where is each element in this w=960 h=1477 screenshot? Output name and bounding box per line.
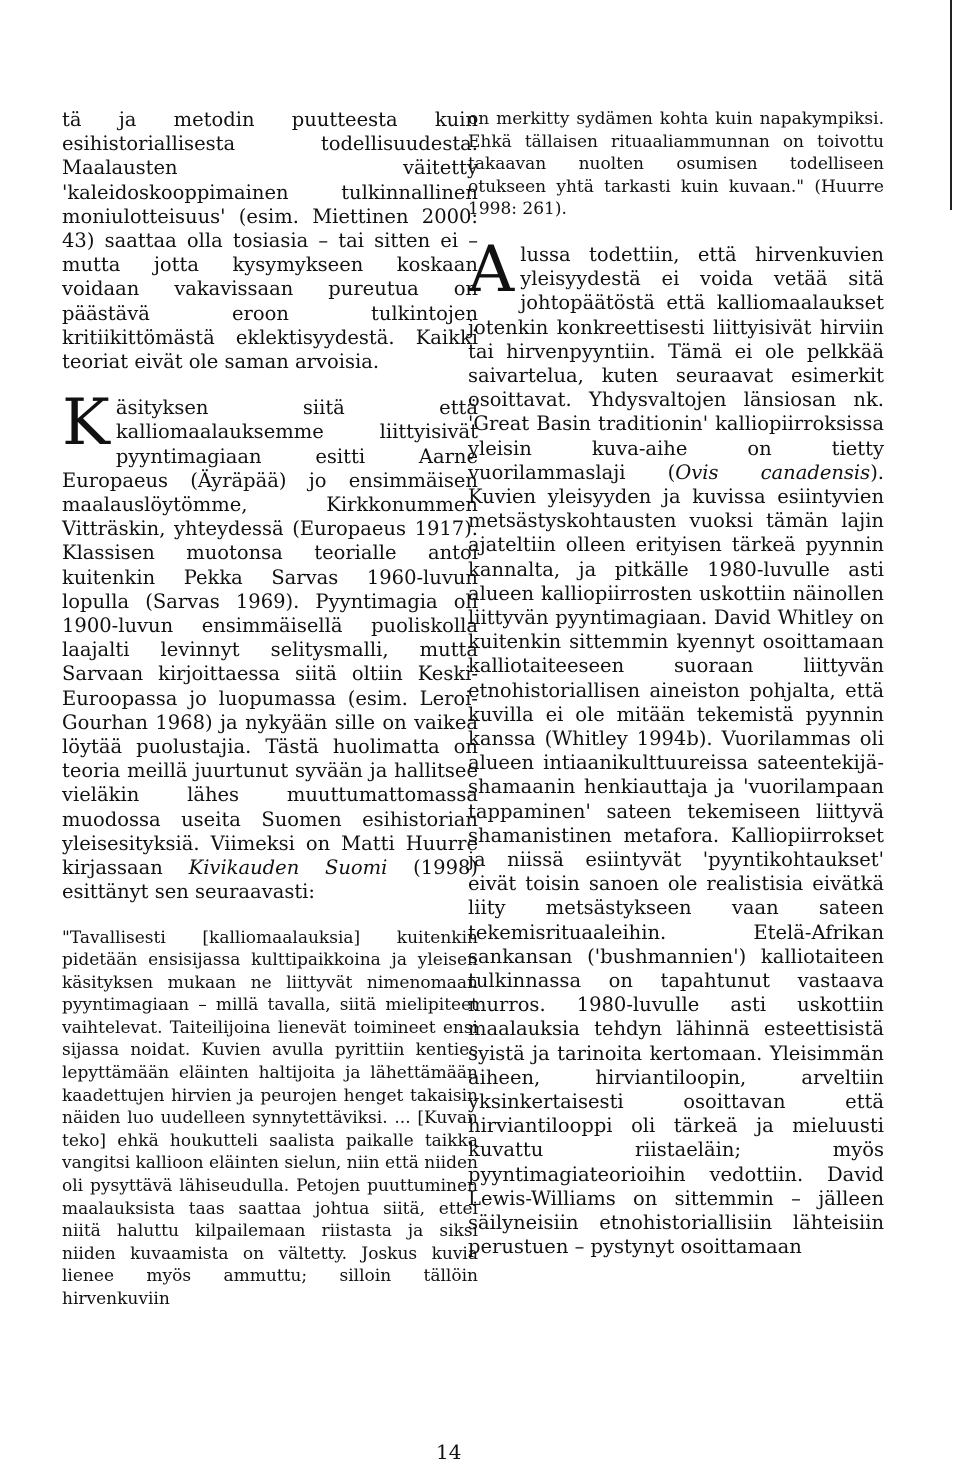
drop-cap-k: K: [62, 386, 110, 461]
paragraph-2-text-b: (1998) esittänyt sen seuraavasti:: [62, 856, 478, 904]
left-column: [62, 108, 478, 1311]
block-quote-continued: on merkitty sydämen kohta kuin napakympiksi. Ehkä tällaisen rituaaliammunnan on toivottu takaavan nuolten osumisen todelliseen otukseen yhtä tarkasti kuin kuvaan." (Huurre 1998: 261).: [468, 109, 884, 220]
paragraph-2: [62, 386, 478, 904]
margin-scan-mark: [950, 0, 952, 210]
paragraph-1: tä ja metodin puutteesta kuin esihistoriallisesta todellisuudesta. Maalausten väitetty 'kaleidoskooppimainen tulkinnallinen moniulotteisuus' (esim. Miettinen 2000: 43) saattaa olla tosiasia – tai sitten ei – mutta jotta kysymykseen koskaan voidaan vakavissaan pureutua on päästävä eroon tulkintojen kritiikittömästä eklektisyydestä. Kaikki teoriat eivät ole saman arvoisia.: [62, 108, 478, 374]
paragraph-2-text-a: äsityksen siitä että kalliomaalauksemme liittyisivät pyyntimagiaan esitti Aarne Europaeus (Äyräpää) jo ensimmäisen maalauslöytömme, Kirkkonummen Vitträskin, yhteydessä (Europaeus 1917). Klassisen muotonsa teorialle antoi kuitenkin Pekka Sarvas 1960-luvun lopulla (Sarvas 1969). Pyyntimagia oli 1900-luvun ensimmäisellä puoliskolla laajalti levinnyt selitysmalli, mutta Sarvaan kirjoittaessa siitä oltiin Keski-Euroopassa jo luopumassa (esim. Leroi-Gourhan 1968) ja nykyään sille on vaikea löytää puolustajia. Tästä huolimatta on teoria meillä juurtunut syvään ja hallitsee vieläkin lähes muuttumattomassa muodossa useita Suomen esihistorian yleisesityksiä. Viimeksi on Matti Huurre kirjassaan: [62, 396, 478, 880]
paragraph-3: [468, 232, 884, 1260]
species-name: Ovis canadensis: [675, 460, 871, 484]
drop-cap-a: A: [468, 232, 515, 307]
paragraph-3-text-a: lussa todettiin, että hirvenkuvien yleisyydestä ei voida vetää sitä johtopäätöstä että kalliomaalaukset jotenkin konkreettisesti liittyisivät hirviin tai hirvenpyyntiin. Tämä ei ole pelkkää saivartelua, kuten seuraavat esimerkit osoittavat. Yhdysvaltojen länsiosan nk. 'Great Basin traditionin' kalliopiirroksissa yleisin kuva-aihe on tietty vuorilammaslaji (: [468, 242, 884, 484]
block-quote: "Tavallisesti [kalliomaalauksia] kuitenkin pidetään ensisijassa kulttipaikkoina ja yleisen käsityksen mukaan ne liittyvät nimenomaan pyyntimagiaan – millä tavalla, siitä mielipiteet vaihtelevat. Taiteilijoina lienevät toimineet ensi sijassa noidat. Kuvien avulla pyrittiin kenties lepyttämään eläinten haltijoita ja lähettämään kaadettujen hirvien ja peurojen henget takaisin näiden luo uudelleen synnytettäviksi. ... [Kuvan teko] ehkä houkutteli saalista paikalle taikka vangitsi kallioon eläinten sielun, niin että niiden oli pysyttävä lähiseudulla. Petojen puuttuminen maalauksista taas saattaa johtua siitä, ettei niitä haluttu kilpailemaan riistasta ja siksi niiden kuvaamista on vältetty. Joskus kuvia lienee myös ammuttu; silloin tällöin hirvenkuviin: [62, 927, 478, 1309]
right-column: [468, 108, 884, 1260]
book-title: Kivikauden Suomi: [188, 856, 388, 880]
paragraph-3-text-b: ). Kuvien yleisyyden ja kuvissa esiintyvien metsästyskohtausten vuoksi tämän lajin ajateltiin olleen erityisen tärkeä pyynnin kannalta, ja pitkälle 1980-luvulle asti alueen kalliopiirrosten uskottiin näinollen liittyvän pyyntimagiaan. David Whitley on kuitenkin sittemmin kyennyt osoittamaan kalliotaiteeseen suoraan liittyvän etnohistoriallisen aineiston pohjalta, että kuvilla ei ole mitään tekemistä pyynnin kanssa (Whitley 1994b). Vuorilammas oli alueen intiaanikulttuureissa sateentekijä-shamaanin henkiauttaja ja 'vuorilampaan tappaminen' sateen tekemiseen liittyvä shamanistinen metafora. Kalliopiirrokset ja niissä esiintyvät 'pyyntikohtaukset' eivät toisin sanoen ole realistisia eivätkä liity metsästykseen vaan sateen tekemisrituaaleihin. Etelä-Afrikan sankansan ('bushmannien') kalliotaiteen tulkinnassa on tapahtunut vastaava murros. 1980-luvulle asti uskottiin maalauksia tehdyn lähinnä esteettisistä syistä ja tarinoita kertomaan. Yleisimmän aiheen, hirviantiloopin, arveltiin yksinkertaisesti osoittavan että hirviantilooppi oli tärkeä ja mieluusti kuvattu riistaeläin; myös pyyntimagiateorioihin vedottiin. David Lewis-Williams on sittemmin – jälleen säilyneisiin etnohistoriallisiin lähteisiin perustuen – pystynyt osoittamaan: [468, 460, 884, 1259]
page-number: 14: [436, 1440, 462, 1464]
